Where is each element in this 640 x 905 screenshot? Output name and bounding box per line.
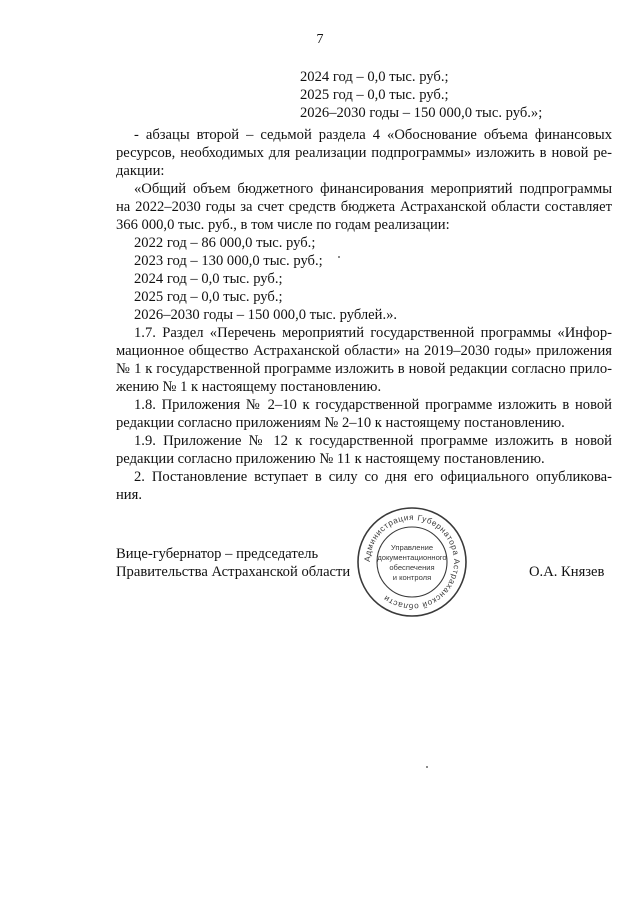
official-stamp-seal — [356, 506, 468, 618]
list-item: 2025 год – 0,0 тыс. руб.; — [300, 87, 449, 103]
text-line: мационное общество Астраханской области» на 2019–2030 годы» приложения — [116, 343, 612, 359]
paragraph-1-9 — [116, 432, 612, 468]
text-line: «Общий объем бюджетного финансирования мероприятий подпрограммы — [134, 181, 612, 197]
quote-year-list — [134, 234, 534, 324]
top-year-list — [300, 68, 600, 122]
stamp-ring-text: Администрация Губернатора Астраханской области — [362, 512, 462, 612]
text-line: № 1 к государственной программе изложить в новой редакции согласно прило- — [116, 361, 612, 377]
text-line: жению № 1 к настоящему постановлению. — [116, 379, 382, 395]
text-line: ресурсов, необходимых для реализации подпрограммы» изложить в новой ре- — [116, 145, 612, 161]
paragraph-1-8 — [116, 396, 612, 432]
stamp-center-line: и контроля — [392, 573, 432, 582]
signatory-position-line: Вице-губернатор – председатель — [116, 546, 319, 562]
text-line: на 2022–2030 годы за счет средств бюджета Астраханской области составляет — [116, 199, 612, 215]
list-item: 2022 год – 86 000,0 тыс. руб.; — [134, 235, 316, 251]
text-line: 366 000,0 тыс. руб., в том числе по годам реализации: — [116, 217, 450, 233]
list-item: 2025 год – 0,0 тыс. руб.; — [134, 289, 283, 305]
list-item: 2026–2030 годы – 150 000,0 тыс. рублей.». — [134, 307, 398, 323]
signatory-position-line: Правительства Астраханской области — [116, 564, 351, 580]
text-line: 2. Постановление вступает в силу со дня его официального опубликова- — [134, 469, 612, 485]
text-line: 1.7. Раздел «Перечень мероприятий государственной программы «Инфор- — [134, 325, 612, 341]
svg-text:Администрация Губернатора Астр — [363, 513, 461, 611]
list-item: 2024 год – 0,0 тыс. руб.; — [134, 271, 283, 287]
paragraph-1-7 — [116, 324, 612, 396]
signatory-position — [116, 545, 350, 581]
paragraph-2 — [116, 468, 612, 504]
speck — [338, 256, 340, 258]
text-line: 1.8. Приложения № 2–10 к государственной программе изложить в новой — [134, 397, 612, 413]
list-item: 2026–2030 годы – 150 000,0 тыс. руб.»; — [300, 105, 543, 121]
text-line: 1.9. Приложение № 12 к государственной программе изложить в новой — [134, 433, 612, 449]
speck — [426, 766, 428, 768]
stamp-center-line: документационного — [377, 553, 447, 562]
paragraph-quote-budget — [116, 180, 612, 234]
page-number: 7 — [316, 32, 324, 47]
signatory-name: О.А. Князев — [529, 564, 605, 580]
text-line: ния. — [116, 487, 142, 503]
list-item: 2023 год – 130 000,0 тыс. руб.; — [134, 253, 323, 269]
text-line: дакции: — [116, 163, 165, 179]
stamp-center-line: обеспечения — [389, 563, 435, 572]
stamp-center-line: Управление — [390, 543, 434, 552]
list-item: 2024 год – 0,0 тыс. руб.; — [300, 69, 449, 85]
text-line: редакции согласно приложениям № 2–10 к настоящему постановлению. — [116, 415, 565, 431]
text-line: редакции согласно приложению № 11 к настоящему постановлению. — [116, 451, 545, 467]
text-line: - абзацы второй – седьмой раздела 4 «Обоснование объема финансовых — [134, 127, 612, 143]
paragraph-section4-amendment — [116, 126, 612, 180]
